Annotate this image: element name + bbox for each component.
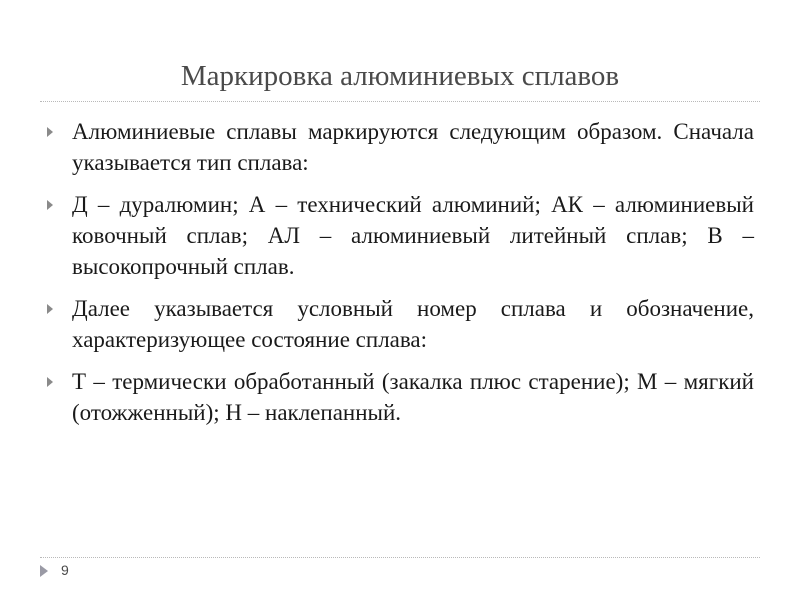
bullet-text: Т – термически обработанный (закалка плюс старение); М – мягкий (отожженный); Н – наклепанный.: [72, 369, 754, 425]
triangle-right-icon: [47, 200, 53, 210]
bullet-item: [72, 293, 754, 355]
bullet-item: [72, 189, 754, 282]
bullet-text: Д – дуралюмин; А – технический алюминий; АК – алюминиевый ковочный сплав; АЛ – алюминиевый литейный сплав; В – высокопрочный сплав.: [72, 192, 754, 279]
footer-divider: [40, 557, 760, 558]
triangle-right-icon: [40, 565, 48, 577]
slide-title: Маркировка алюминиевых сплавов: [180, 60, 620, 92]
bullet-item: [72, 116, 754, 178]
bullet-list: [72, 116, 754, 439]
title-divider: [40, 101, 760, 102]
triangle-right-icon: [47, 304, 53, 314]
triangle-right-icon: [47, 127, 53, 137]
bullet-item: [72, 366, 754, 428]
bullet-text: Далее указывается условный номер сплава и обозначение, характеризующее состояние сплава:: [72, 296, 754, 352]
page-number: 9: [61, 562, 69, 578]
bullet-text: Алюминиевые сплавы маркируются следующим образом. Сначала указывается тип сплава:: [72, 119, 754, 175]
triangle-right-icon: [47, 377, 53, 387]
